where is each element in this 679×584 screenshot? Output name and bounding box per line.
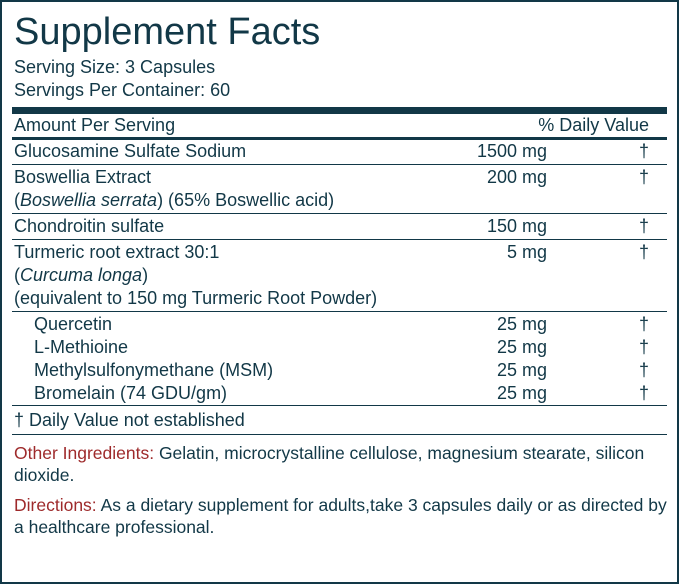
table-row xyxy=(12,382,667,405)
subrow-amount-spacer xyxy=(387,189,573,212)
ingredient-daily-value: † xyxy=(638,360,649,380)
divider-thick-top xyxy=(12,107,667,114)
header-daily-value: % Daily Value xyxy=(538,115,649,135)
botanical-name: Boswellia serrata xyxy=(20,190,158,210)
ingredient-name: Glucosamine Sulfate Sodium xyxy=(14,141,247,161)
subtext-rest: ) (65% Boswellic acid) xyxy=(157,190,335,210)
ingredient-name: Boswellia Extract xyxy=(14,167,152,187)
table-row xyxy=(12,336,667,359)
table-row xyxy=(12,166,667,189)
ingredient-daily-value: † xyxy=(638,167,649,187)
ingredient-amount: 200 mg xyxy=(486,167,547,187)
ingredient-amount: 25 mg xyxy=(496,337,547,357)
ingredient-name: L-Methioine xyxy=(34,337,129,357)
ingredient-daily-value: † xyxy=(638,383,649,403)
table-row xyxy=(12,241,667,264)
ingredient-daily-value: † xyxy=(638,141,649,161)
other-ingredients-label: Other Ingredients: xyxy=(14,443,155,463)
subrow-dv-spacer xyxy=(573,287,667,310)
directions xyxy=(14,494,667,538)
subrow-dv-spacer xyxy=(573,264,667,287)
divider-below-note xyxy=(12,434,667,435)
table-row xyxy=(12,359,667,382)
paren-open: ( xyxy=(14,190,20,210)
ingredient-name: Chondroitin sulfate xyxy=(14,216,165,236)
table-header-row xyxy=(12,114,667,137)
ingredient-amount: 25 mg xyxy=(496,383,547,403)
header-amount-spacer xyxy=(352,114,538,137)
ingredient-name: Bromelain (74 GDU/gm) xyxy=(34,383,228,403)
ingredient-amount: 5 mg xyxy=(506,242,547,262)
servings-per-container: Servings Per Container: 60 xyxy=(14,80,231,100)
header-amount-per-serving: Amount Per Serving xyxy=(14,115,176,135)
table-row xyxy=(12,313,667,336)
subrow-dv-spacer xyxy=(573,189,667,212)
ingredient-name: Methylsulfonymethane (MSM) xyxy=(34,360,274,380)
table-subrow xyxy=(12,287,667,310)
table-subrow xyxy=(12,264,667,287)
ingredient-amount: 150 mg xyxy=(486,216,547,236)
ingredient-equivalent-note: (equivalent to 150 mg Turmeric Root Powder) xyxy=(14,288,378,308)
other-ingredients-text: Gelatin, microcrystalline cellulose, magnesium stearate, silicon dioxide. xyxy=(14,443,645,485)
table-row xyxy=(12,140,667,163)
ingredient-amount: 25 mg xyxy=(496,360,547,380)
subtext-rest: ) xyxy=(142,265,149,285)
table-subrow xyxy=(12,189,667,212)
serving-size: Serving Size: 3 Capsules xyxy=(14,57,216,77)
ingredient-daily-value: † xyxy=(638,337,649,357)
nutrition-table xyxy=(12,114,667,137)
other-ingredients xyxy=(14,442,667,486)
divider-above-note xyxy=(12,405,667,406)
ingredient-subtext xyxy=(12,264,387,287)
paren-open: ( xyxy=(14,265,20,285)
table-row xyxy=(12,215,667,238)
ingredient-daily-value: † xyxy=(638,242,649,262)
ingredient-daily-value: † xyxy=(638,314,649,334)
directions-label: Directions: xyxy=(14,495,97,515)
ingredient-name: Turmeric root extract 30:1 xyxy=(14,242,220,262)
subrow-amount-spacer xyxy=(387,287,573,310)
ingredient-daily-value: † xyxy=(638,216,649,236)
page-title: Supplement Facts xyxy=(14,11,321,53)
subrow-amount-spacer xyxy=(387,264,573,287)
ingredient-amount: 25 mg xyxy=(496,314,547,334)
ingredient-table xyxy=(12,140,667,405)
daily-value-note: † Daily Value not established xyxy=(14,410,245,430)
footer-section xyxy=(14,442,667,538)
ingredient-amount: 1500 mg xyxy=(476,141,547,161)
botanical-name: Curcuma longa xyxy=(20,265,143,285)
directions-text: As a dietary supplement for adults,take 3 capsules daily or as directed by a healthcare professional. xyxy=(14,495,667,537)
ingredient-subtext xyxy=(12,189,387,212)
ingredient-name: Quercetin xyxy=(34,314,113,334)
